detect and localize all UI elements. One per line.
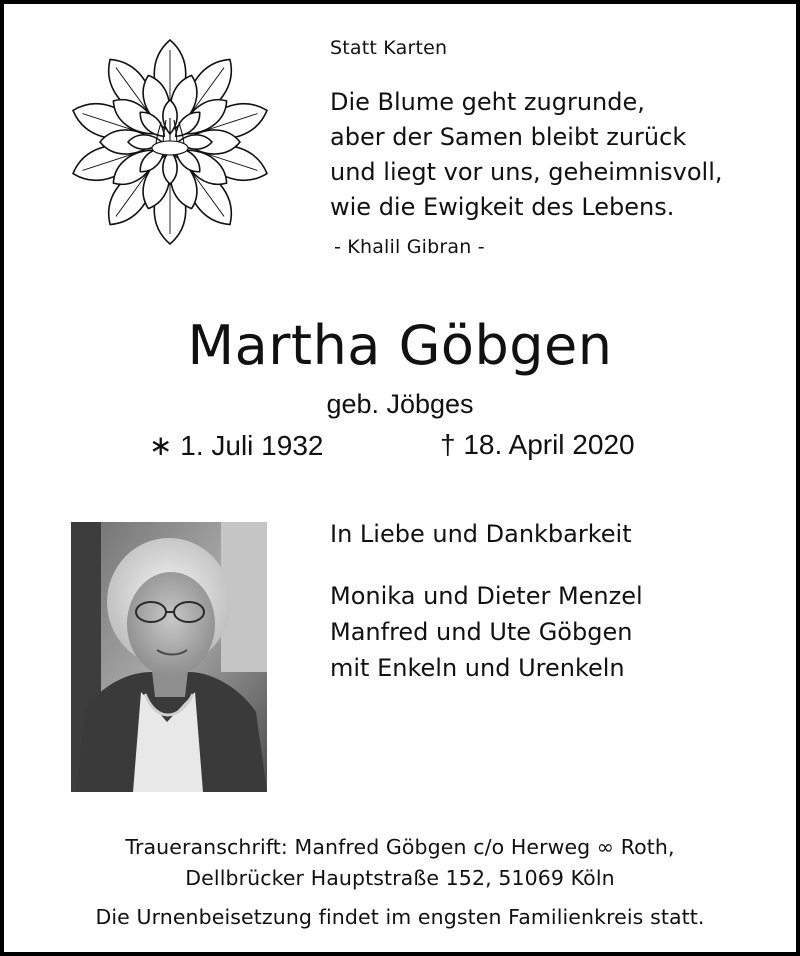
mourner-line: Manfred und Ute Göbgen <box>330 618 633 646</box>
deceased-name: Martha Göbgen <box>187 314 613 377</box>
birth-date-line <box>149 429 323 462</box>
birth-name: geb. Jöbges <box>326 389 474 419</box>
birth-date: 1. Juli 1932 <box>180 430 324 461</box>
mourning-address-line-1: Traueranschrift: Manfred Göbgen c/o Herweg ∞ Roth, <box>125 835 675 859</box>
mourner-line: mit Enkeln und Urenkeln <box>330 654 625 682</box>
burial-notice: Die Urnenbeisetzung findet im engsten Familienkreis statt. <box>95 905 705 929</box>
quote-author: - Khalil Gibran - <box>334 236 485 258</box>
dedication: In Liebe und Dankbarkeit <box>330 520 632 548</box>
quote-line: wie die Ewigkeit des Lebens. <box>330 193 675 221</box>
mourner-line: Monika und Dieter Menzel <box>330 582 643 610</box>
quote-line: aber der Samen bleibt zurück <box>330 123 687 151</box>
quote-line: und liegt vor uns, geheimnisvoll, <box>330 158 723 186</box>
portrait-photo <box>71 522 267 792</box>
mourning-address-line-2: Dellbrücker Hauptstraße 152, 51069 Köln <box>185 866 615 890</box>
lotus-flower-icon <box>64 36 276 248</box>
statt-karten-note: Statt Karten <box>330 37 448 59</box>
mourners-list <box>330 578 643 686</box>
birth-symbol-icon: ∗ <box>149 430 173 461</box>
quote-line: Die Blume geht zugrunde, <box>330 88 645 116</box>
quote-text <box>330 85 722 225</box>
cross-icon: † <box>440 429 456 460</box>
death-date-line <box>440 429 635 461</box>
death-date: 18. April 2020 <box>463 429 635 460</box>
